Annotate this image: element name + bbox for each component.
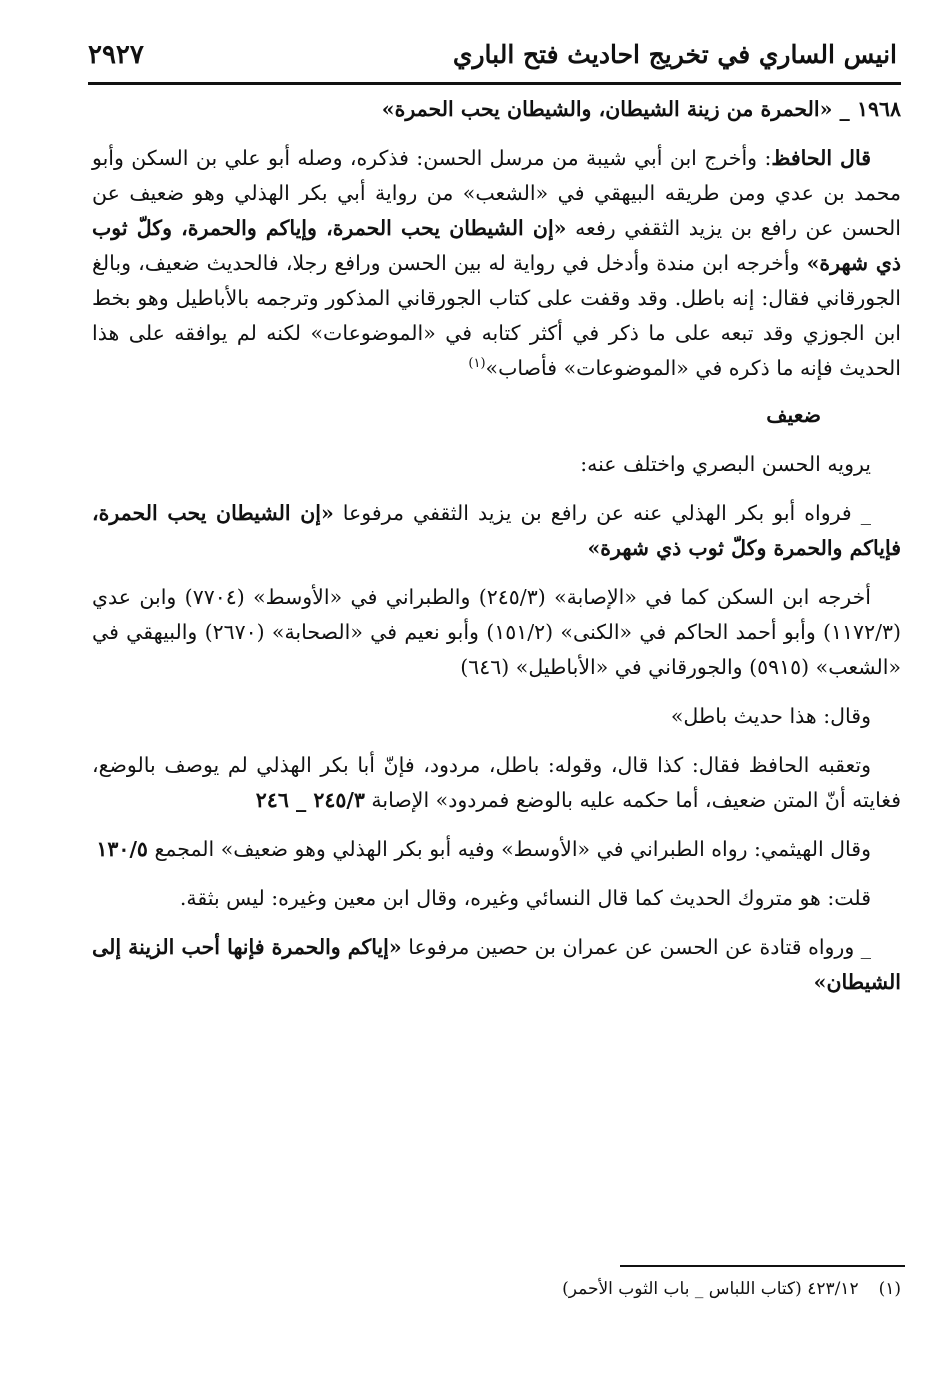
hafiz-reply-paragraph <box>92 748 901 818</box>
haythami-text: وقال الهيثمي: رواه الطبراني في «الأوسط» وفيه أبو بكر الهذلي وهو ضعيف» المجمع <box>147 837 871 861</box>
hafiz-text-2: وأخرجه ابن مندة وأدخل في رواية له بين الحسن ورافع رجلا، فالحديث ضعيف، وبالغ الجورقاني فقال: إنه باطل. وقد وقفت على كتاب الجورقاني المذكور وترجمه بالأباطيل وهو بخط ابن الجوزي وقد تبعه على ما ذكر في أكثر كتابه في «الموضوعات» لكنه لم يوافقه على هذا الحديث فإنه ما ذكره في «الموضوعات» فأصاب» <box>92 251 901 380</box>
page-body <box>92 92 901 1000</box>
book-title: انيس الساري في تخريج احاديث فتح الباري <box>452 40 897 69</box>
route-2-quote: «إياكم والحمرة فإنها أحب الزينة إلى الشيطان» <box>92 935 901 994</box>
footnote-reference: (١) <box>468 356 486 372</box>
hadith-heading <box>92 92 901 127</box>
haythami-paragraph <box>92 832 901 867</box>
hafiz-label: قال الحافظ <box>771 146 871 170</box>
takhrij-paragraph: أخرجه ابن السكن كما في «الإصابة» (٢٤٥/٣) والطبراني في «الأوسط» (٧٧٠٤) وابن عدي (١١٧٢/٣) وأبو أحمد الحاكم في «الكنى» (١٥١/٢) وأبو نعيم في «الصحابة» (٢٦٧٠) والبيهقي في «الشعب» (٥٩١٥) والجورقاني في «الأباطيل» (٦٤٦) <box>92 585 901 679</box>
qultu-paragraph: قلت: هو متروك الحديث كما قال النسائي وغيره، وقال ابن معين وغيره: ليس بثقة. <box>179 886 871 910</box>
haythami-ref: ١٣٠/٥ <box>96 837 148 861</box>
hafiz-paragraph <box>92 141 901 386</box>
page-number: ٢٩٢٧ <box>88 40 144 70</box>
footnote <box>92 1274 901 1304</box>
route-1-text: _ فرواه أبو بكر الهذلي عنه عن رافع بن يزيد الثقفي مرفوعا <box>333 501 871 525</box>
running-header <box>88 34 901 85</box>
heading-dash: _ <box>832 97 857 121</box>
footnote-separator <box>620 1265 905 1267</box>
route-2-text: _ ورواه قتادة عن الحسن عن عمران بن حصين مرفوعا <box>401 935 871 959</box>
intro-paragraph: يرويه الحسن البصري واختلف عنه: <box>580 452 871 476</box>
hafiz-quote: «إن الشيطان يحب الحمرة، وإياكم والحمرة، وكلّ ثوب ذي شهرة» <box>92 216 901 275</box>
footnote-text: ٤٢٣/١٢ (كتاب اللباس _ باب الثوب الأحمر) <box>562 1279 859 1299</box>
jawraqani-statement: وقال: هذا حديث باطل» <box>670 704 871 728</box>
grade-heading: ضعيف <box>766 403 821 427</box>
hadith-heading-text: «الحمرة من زينة الشيطان، والشيطان يحب الحمرة» <box>381 97 833 121</box>
footnote-marker: (١) <box>878 1279 901 1299</box>
hafiz-text-1: : وأخرج ابن أبي شيبة من مرسل الحسن: فذكره، وصله أبو علي بن السكن وأبو محمد بن عدي ومن طريقه البيهقي في «الشعب» من رواية أبي بكر الهذلي وهو ضعيف عن الحسن عن رافع بن يزيد الثقفي رفعه <box>92 146 902 240</box>
route-1-paragraph <box>92 496 901 566</box>
hadith-number: ١٩٦٨ <box>856 97 901 121</box>
hafiz-reply-text: وتعقبه الحافظ فقال: كذا قال، وقوله: باطل، مردود، فإنّ أبا بكر الهذلي لم يوصف بالوضع، فغايته أنّ المتن ضعيف، أما حكمه عليه بالوضع فمردود» الإصابة <box>92 753 901 812</box>
route-1-quote: «إن الشيطان يحب الحمرة، فإياكم والحمرة وكلّ ثوب ذي شهرة» <box>92 501 901 560</box>
route-2-paragraph <box>92 930 901 1000</box>
hafiz-reply-ref: ٢٤٥/٣ _ ٢٤٦ <box>255 788 365 812</box>
